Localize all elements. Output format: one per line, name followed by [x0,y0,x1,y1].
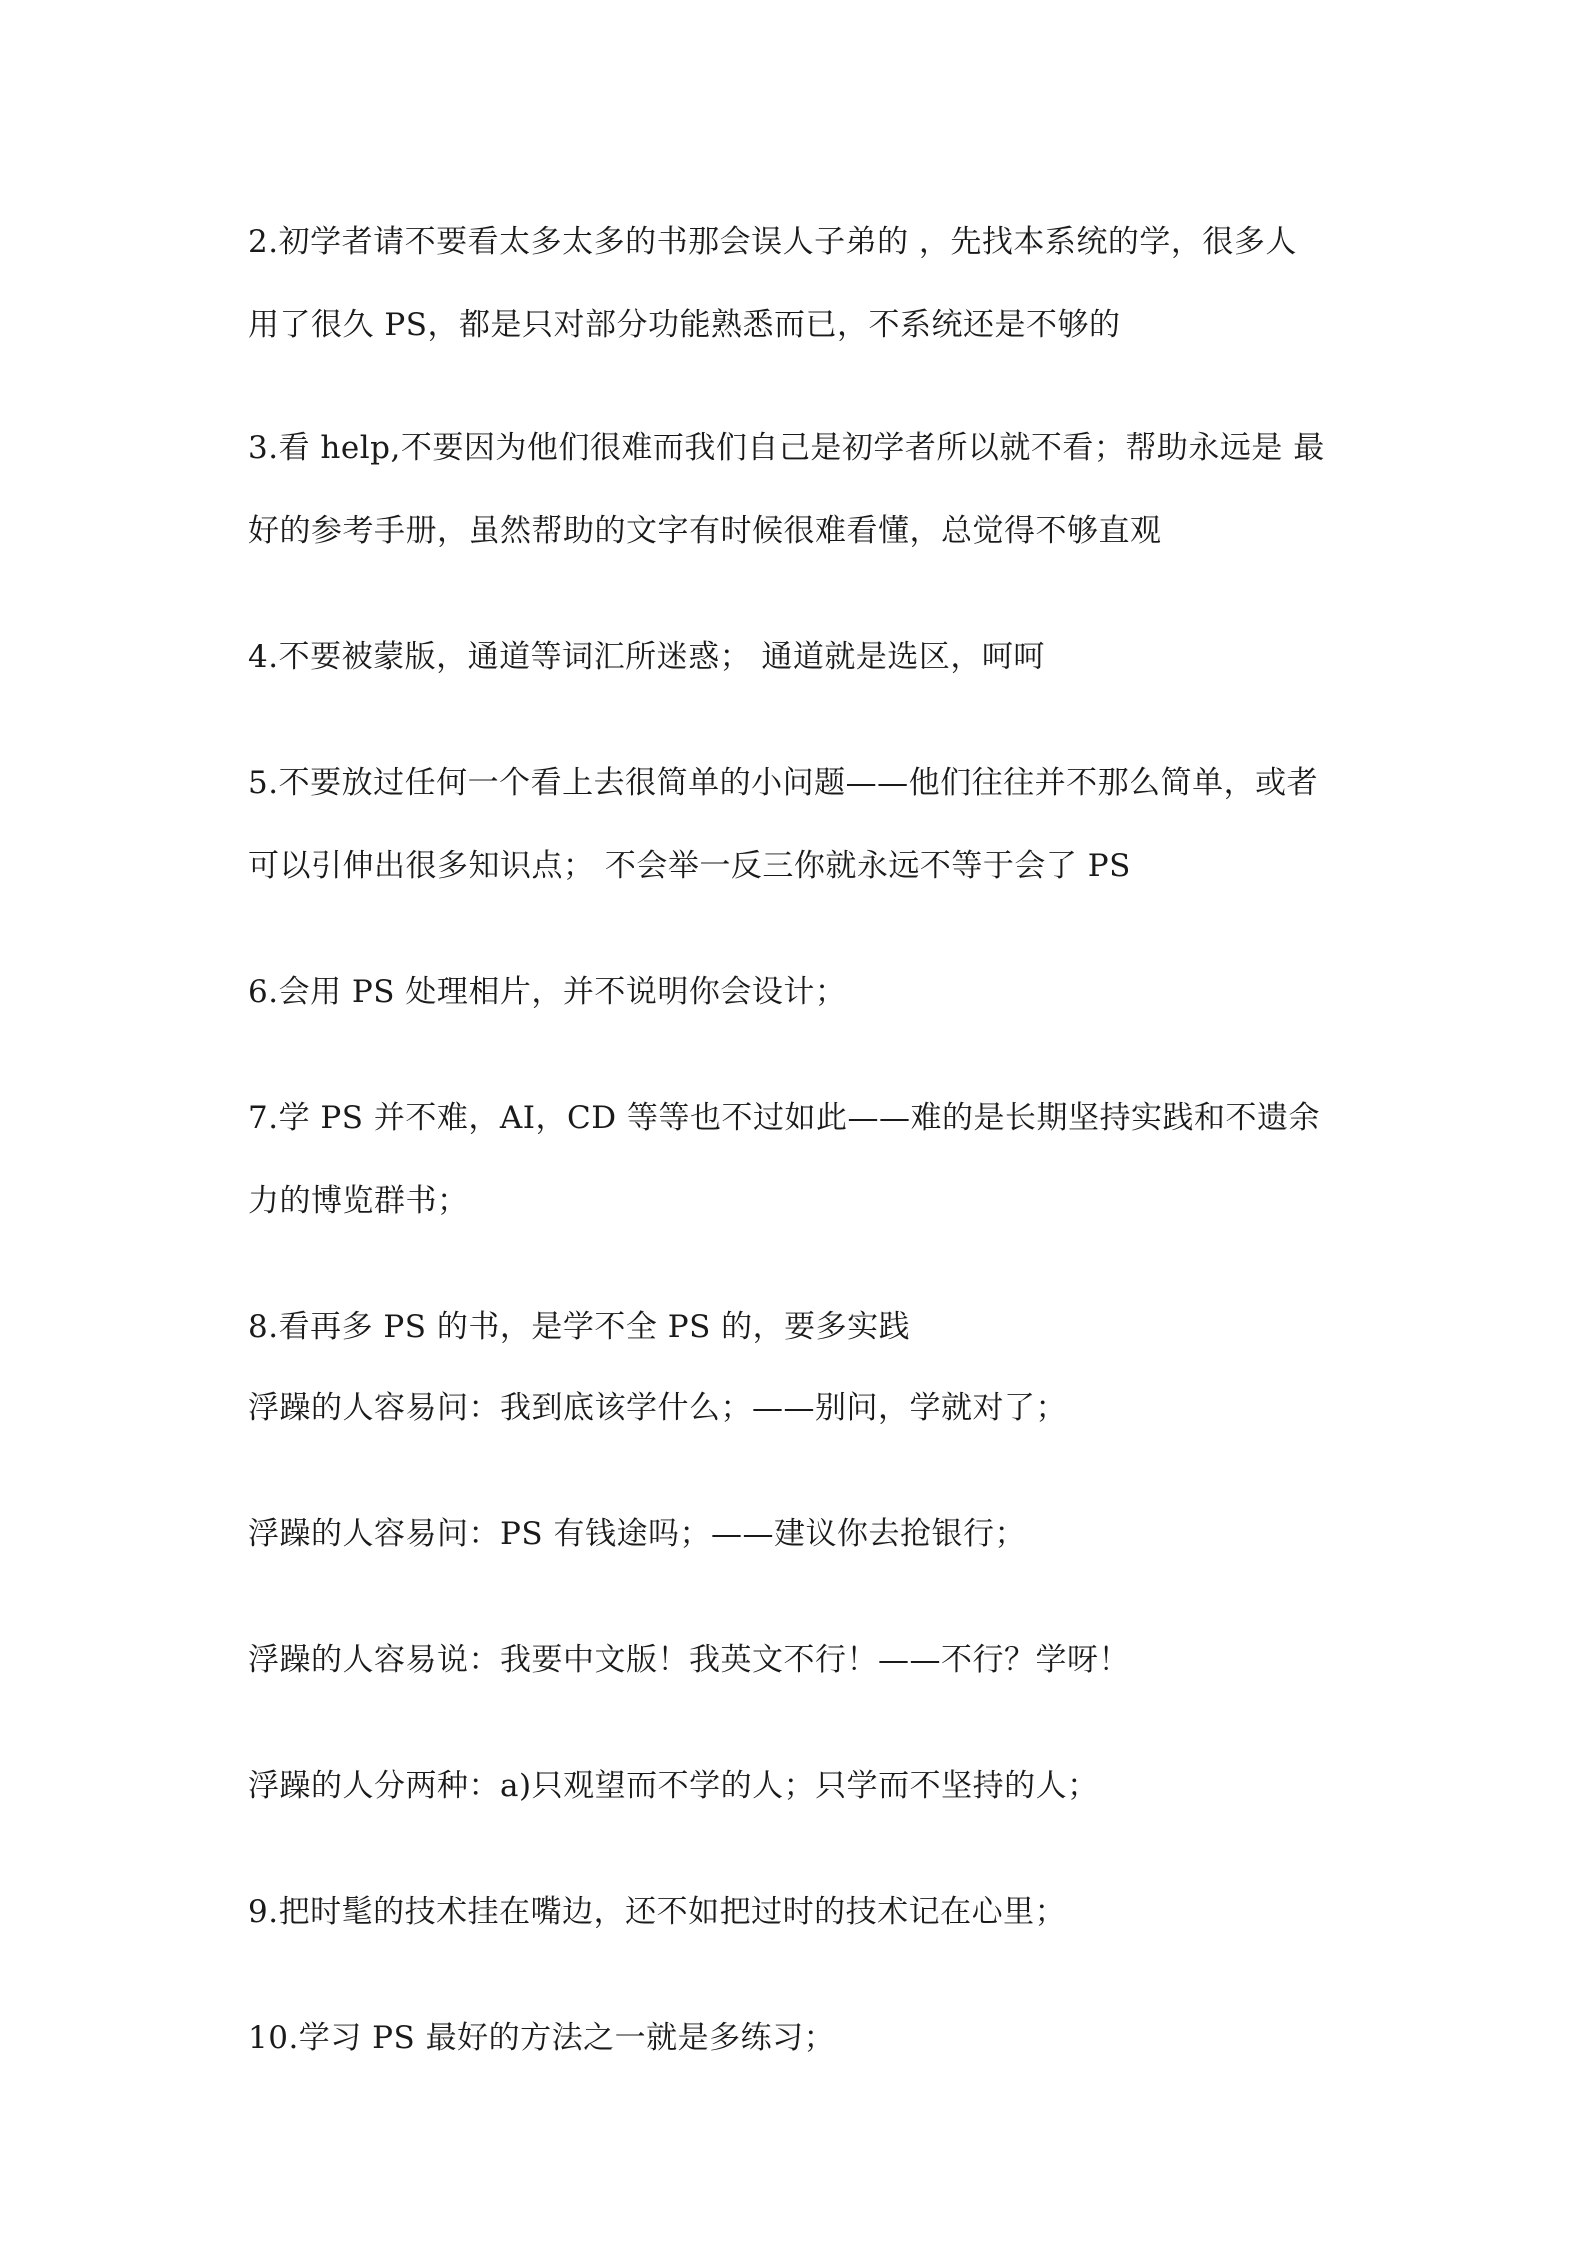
text-line-tip-7a: 7.学 PS 并不难，AI，CD 等等也不过如此——难的是长期坚持实践和不遗余 [248,1100,1320,1136]
text-line-tip-9: 9.把时髦的技术挂在嘴边，还不如把过时的技术记在心里； [248,1894,1067,1930]
text-line-tip-10: 10.学习 PS 最好的方法之一就是多练习； [248,2020,836,2056]
text-line-tip-3b: 好的参考手册，虽然帮助的文字有时候很难看懂，总觉得不够直观 [248,513,1162,549]
text-line-impetuous-3: 浮躁的人容易说：我要中文版！我英文不行！——不行？学呀！ [248,1642,1130,1678]
text-line-impetuous-2: 浮躁的人容易问：PS 有钱途吗；——建议你去抢银行； [248,1516,1026,1552]
text-line-tip-4: 4.不要被蒙版，通道等词汇所迷惑； 通道就是选区，呵呵 [248,639,1045,675]
text-line-impetuous-1: 浮躁的人容易问：我到底该学什么；——别问，学就对了； [248,1390,1067,1426]
text-line-tip-6: 6.会用 PS 处理相片，并不说明你会设计； [248,974,847,1010]
text-line-tip-8: 8.看再多 PS 的书，是学不全 PS 的，要多实践 [248,1309,911,1345]
text-line-tip-2a: 2.初学者请不要看太多太多的书那会误人子弟的 ，先找本系统的学，很多人 [248,224,1297,260]
text-line-tip-5a: 5.不要放过任何一个看上去很简单的小问题——他们往往并不那么简单，或者 [248,765,1319,801]
text-line-tip-5b: 可以引伸出很多知识点； 不会举一反三你就永远不等于会了 PS [248,848,1131,884]
text-line-tip-7b: 力的博览群书； [248,1183,469,1219]
text-line-impetuous-4: 浮躁的人分两种：a)只观望而不学的人；只学而不坚持的人； [248,1768,1099,1804]
text-line-tip-2b: 用了很久 PS，都是只对部分功能熟悉而已，不系统还是不够的 [248,307,1121,343]
text-line-tip-3a: 3.看 help,不要因为他们很难而我们自己是初学者所以就不看；帮助永远是 最 [248,430,1325,466]
